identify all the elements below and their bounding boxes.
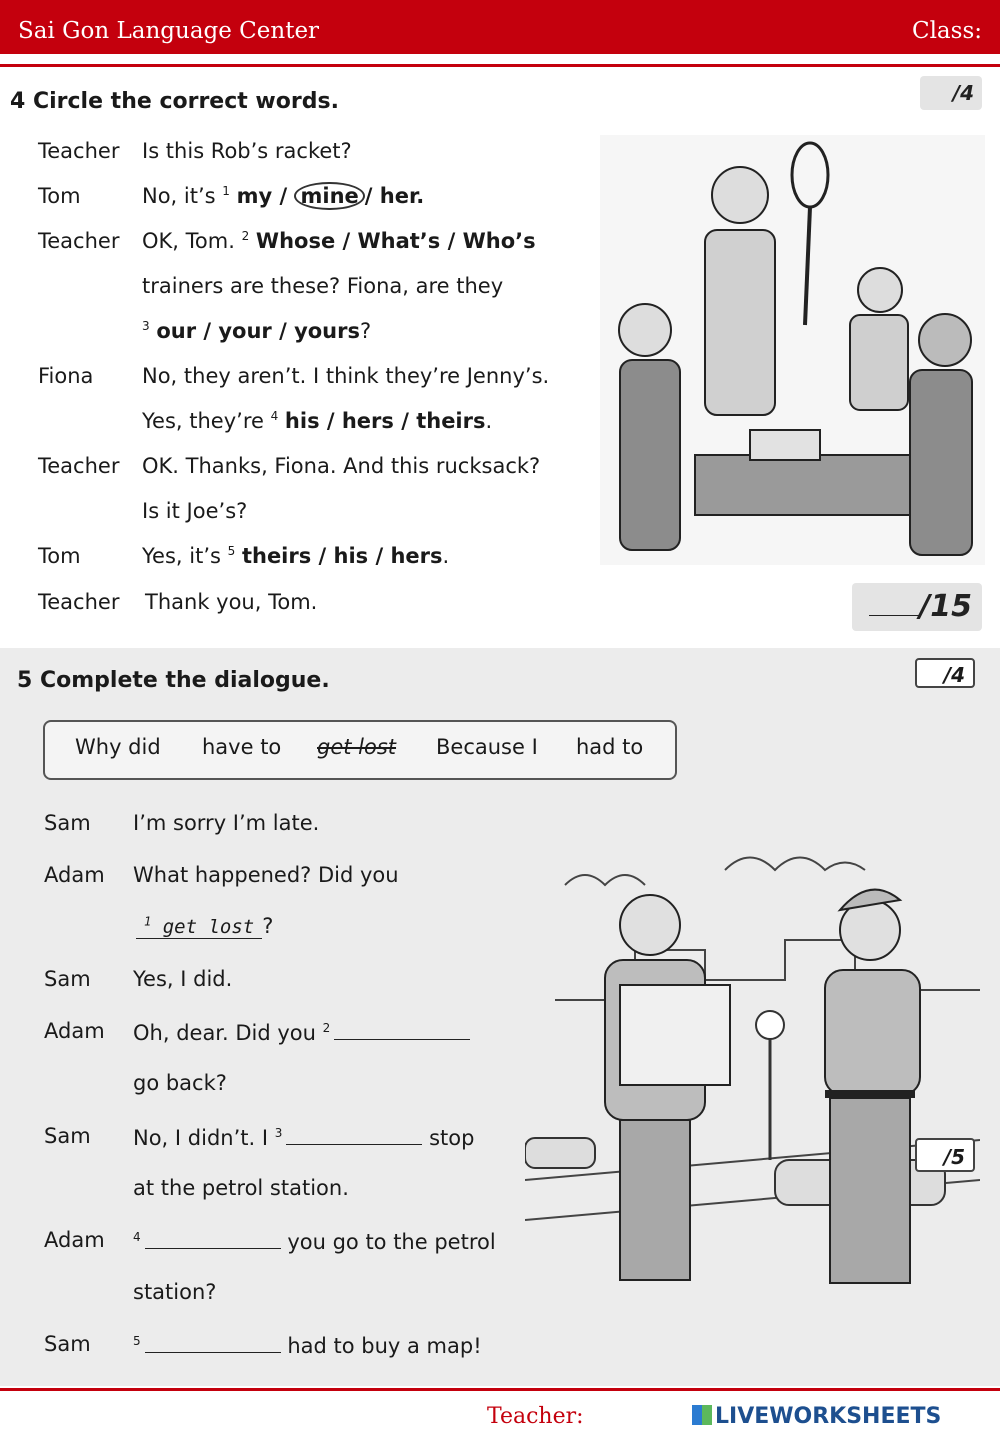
word-bank-item[interactable]: Because I	[436, 735, 538, 759]
speaker: Sam	[44, 967, 91, 991]
choice-options[interactable]: Whose / What’s / Who’s	[255, 229, 536, 253]
dialogue-line: Yes, they’re $^4$ his / hers / theirs.	[142, 409, 493, 433]
word-bank-item[interactable]: Why did	[75, 735, 161, 759]
answer-5-input[interactable]	[145, 1332, 281, 1353]
dialogue-line: No, they aren’t. I think they’re Jenny’s.	[142, 364, 550, 388]
speaker: Tom	[38, 544, 81, 568]
speaker: Teacher	[38, 454, 120, 478]
dialogue-line: Thank you, Tom.	[145, 590, 318, 614]
ex4-total-score: /15	[852, 583, 982, 631]
dialogue-line: $^5$ had to buy a map!	[133, 1334, 482, 1358]
circled-answer[interactable]: mine	[294, 182, 364, 210]
dialogue-line: OK, Tom. $^2$ Whose / What’s / Who’s	[142, 229, 536, 253]
dialogue-line: at the petrol station.	[133, 1176, 349, 1200]
speaker: Sam	[44, 1124, 91, 1148]
ex4-score: /4	[920, 76, 982, 110]
dialogue-line: What happened? Did you	[133, 863, 399, 887]
speaker: Sam	[44, 1332, 91, 1356]
ex4-heading: 4 Circle the correct words.	[10, 89, 339, 114]
dialogue-line: $^3$ our / your / yours?	[142, 319, 372, 343]
word-bank-item[interactable]: had to	[576, 735, 644, 759]
illustration-classroom	[600, 135, 985, 565]
dialogue-line: No, I didn’t. I $^3$ stop	[133, 1126, 475, 1150]
illustration-street	[525, 840, 980, 1305]
dialogue-line: OK. Thanks, Fiona. And this rucksack?	[142, 454, 541, 478]
footer-divider	[0, 1388, 1000, 1391]
dialogue-line: Yes, it’s $^5$ theirs / his / hers.	[142, 544, 450, 568]
speaker: Teacher	[38, 590, 120, 614]
class-label: Class:	[911, 18, 982, 44]
dialogue-line: $^4$ you go to the petrol	[133, 1230, 496, 1254]
dialogue-line: No, it’s $^1$ my / mine / her.	[142, 184, 425, 208]
dialogue-line: Is this Rob’s racket?	[142, 139, 352, 163]
dialogue-line: trainers are these? Fiona, are they	[142, 274, 504, 298]
dialogue-line: go back?	[133, 1071, 227, 1095]
choice-options[interactable]: theirs / his / hers	[241, 544, 443, 568]
speaker: Tom	[38, 184, 81, 208]
teacher-label: Teacher:	[487, 1404, 584, 1429]
choice-options[interactable]: his / hers / theirs	[284, 409, 486, 433]
answer-4-input[interactable]	[145, 1228, 281, 1249]
brand-icon	[692, 1405, 712, 1425]
total-blank[interactable]	[869, 593, 919, 616]
dialogue-line: I’m sorry I’m late.	[133, 811, 320, 835]
speaker: Fiona	[38, 364, 94, 388]
center-name: Sai Gon Language Center	[18, 18, 320, 44]
dialogue-line: Is it Joe’s?	[142, 499, 248, 523]
answer-1[interactable]: $^1$ get lost	[136, 916, 262, 939]
dialogue-line: $^1$ get lost ?	[136, 914, 273, 938]
choice-options[interactable]: our / your / yours	[156, 319, 360, 343]
speaker: Adam	[44, 863, 105, 887]
speaker: Sam	[44, 811, 91, 835]
ex5-score-2: /5	[915, 1138, 975, 1172]
answer-2-input[interactable]	[334, 1019, 470, 1040]
brand-logo: LIVEWORKSHEETS	[692, 1404, 941, 1429]
dialogue-line: station?	[133, 1280, 217, 1304]
ex5-heading: 5 Complete the dialogue.	[17, 668, 330, 693]
header-bar	[0, 0, 1000, 54]
header-divider	[0, 64, 1000, 67]
answer-3-input[interactable]	[286, 1124, 422, 1145]
speaker: Adam	[44, 1228, 105, 1252]
word-bank-item-used[interactable]: get lost	[317, 735, 397, 759]
dialogue-line: Yes, I did.	[133, 967, 233, 991]
dialogue-line: Oh, dear. Did you $^2$	[133, 1019, 470, 1045]
word-bank	[43, 720, 677, 780]
speaker: Adam	[44, 1019, 105, 1043]
speaker: Teacher	[38, 139, 120, 163]
ex5-score: /4	[915, 658, 975, 688]
word-bank-item[interactable]: have to	[202, 735, 282, 759]
speaker: Teacher	[38, 229, 120, 253]
